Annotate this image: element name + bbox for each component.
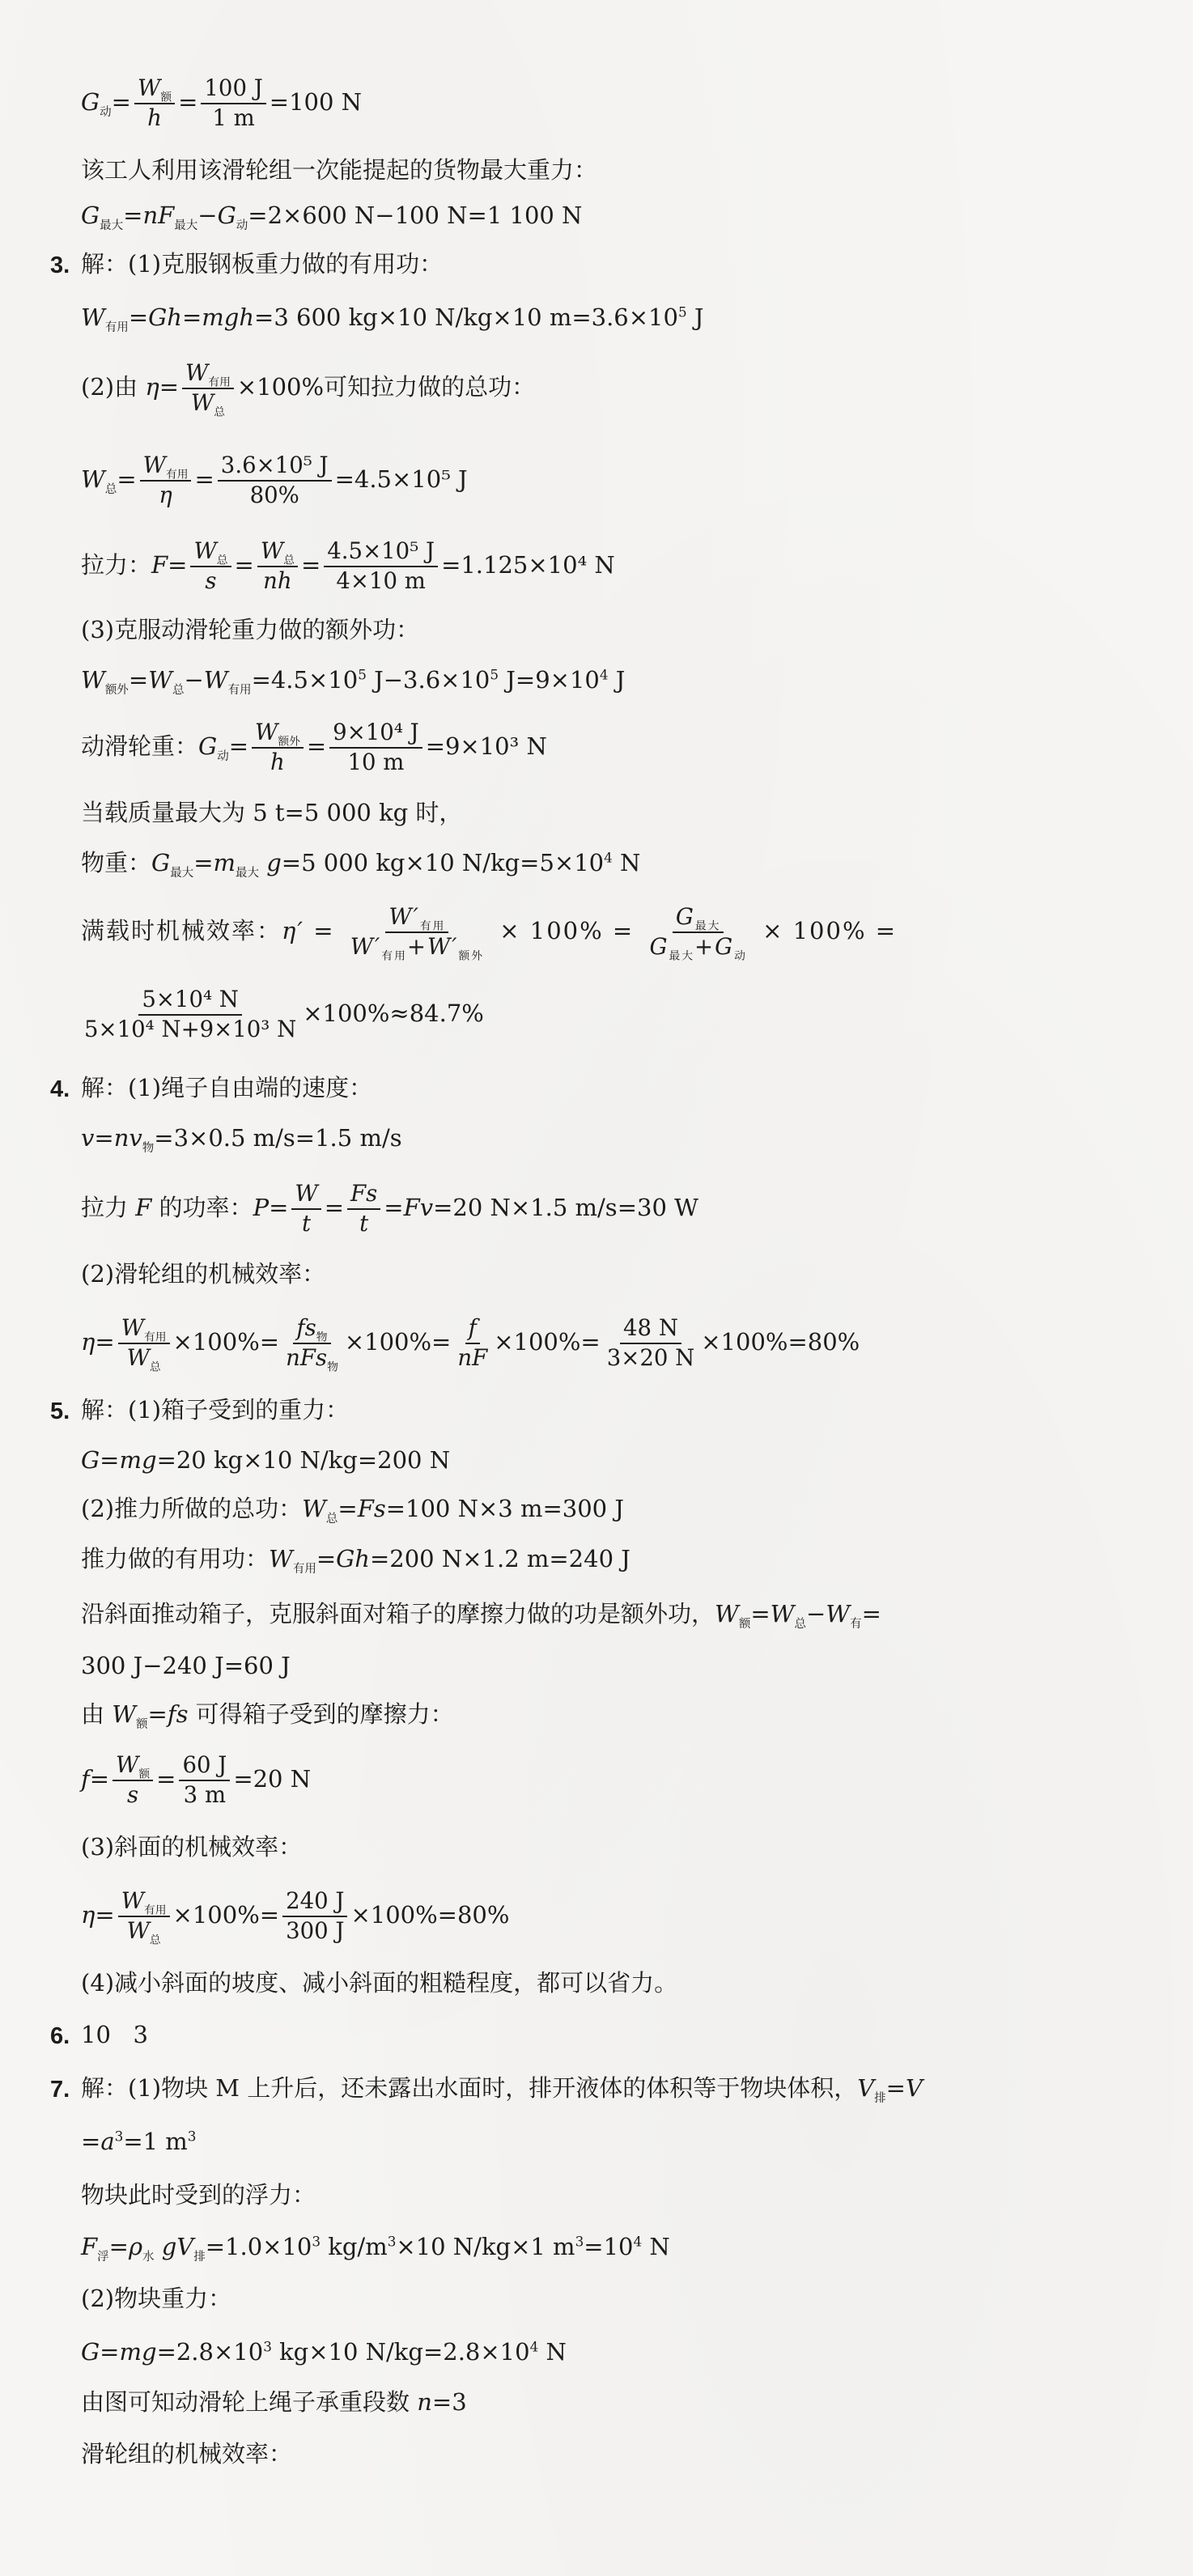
q6-number: 6. [50,2023,70,2049]
q5-line-8: f= $\frac{W_额}{s}$ = $\frac{60 J}{3 m}$ =20 N [81,1752,312,1808]
q2-line-text: 该工人利用该滑轮组一次能提起的货物最大重力： [81,156,598,184]
q5-line-4: 推力做的有用功：$W_{有用}=Gh=200$ N×1.2 m=240 J [81,1545,630,1576]
q4-number: 4. [50,1076,70,1102]
q3-line-2: $W_{有用}=Gh=mgh=3$ 600 kg×10 N/kg×10 $m=3.6\times 10^5$ J [81,303,704,334]
q5-line-10: η= $\frac{W_{有用}}{W_总}$ ×100%= $\frac{240 J}{300 J}$ ×100%=80% [81,1888,510,1947]
q5-line-9: (3)斜面的机械效率： [81,1833,303,1861]
q7-line-2: $=a^3=1$ $m^3$ [81,2128,197,2155]
q3-line-10: 物重：$G_{最大}=m_{最大}$ g=5 000 kg×10 $N/kg=5\times 10^4$ N [81,849,641,880]
q3-line-8: 动滑轮重：$G_动=$ $\frac{W_{额外}}{h}$ = $\frac{\text{9×10⁴ J}}{10 m}$ =9×10³ N [81,719,547,775]
q7-line-5: (2)物块重力： [81,2285,232,2312]
q3-line-12: $\frac{\text{5×10⁴ N}}{\text{5×10⁴ N+9×10³ N}}$ ×100%≈84.7% [84,987,484,1042]
q3-line-7: $W_{额外}=W_总-W_{有用}=4.5\times 10^5$ $J-3.6\times 10^5$ $J=9\times 10^4$ J [81,666,626,697]
q5-line-1: 解：(1)箱子受到的重力： [81,1396,350,1424]
q5-number: 5. [50,1398,70,1424]
q5-line-2: G=mg=20 kg×10 N/kg=200 N [81,1446,451,1474]
q4-line-4: (2)滑轮组的机械效率： [81,1260,326,1288]
q7-line-4: $F_浮=\rho_水$ $gV_排=1.0\times 10^3$ $kg/m^3\times 10$ N/kg×1 $m^3=10^4$ N [81,2233,670,2264]
q7-line-7: 由图可知动滑轮上绳子承重段数 n=3 [81,2388,467,2416]
q7-line-3: 物块此时受到的浮力： [81,2181,316,2209]
q5-line-5: 沿斜面推动箱子，克服斜面对箱子的摩擦力做的功是额外功，$W_额=W_总-W_有=$ [81,1600,881,1631]
q2-line-gdong: $G_动=$ $\frac{W_额}{h}$ = $\frac{100 J}{1 m}$ =100 N [81,75,363,131]
q7-line-1: 解：(1)物块 M 上升后，还未露出水面时，排开液体的体积等于物块体积，$V_排=V$ [81,2074,923,2105]
q5-line-7: 由 $W_额=fs$ 可得箱子受到的摩擦力： [81,1700,454,1731]
q4-line-1: 解：(1)绳子自由端的速度： [81,1074,373,1101]
q3-line-4: $W_总=$ $\frac{W_{有用}}{\eta}$ = $\frac{\text{3.6×10⁵ J}}{80\%}$ =4.5×10⁵ J [81,452,468,508]
q5-line-3: (2)推力所做的总功：$W_总=Fs=100$ N×3 m=300 J [81,1495,624,1526]
q3-line-6: (3)克服动滑轮重力做的额外功： [81,616,420,643]
q3-line-5: 拉力：F= $\frac{W_总}{s}$ = $\frac{W_总}{nh}$ = $\frac{\text{4.5×10⁵ J}}{4\times 10 m}$ =1.125×10⁴ N [81,538,615,594]
q7-number: 7. [50,2077,70,2103]
q3-line-9: 当载质量最大为 5 t=5 000 kg 时， [81,799,463,826]
q3-line-1: 解：(1)克服钢板重力做的有用功： [81,250,444,278]
q4-line-2: $v=nv_物=3\times 0.5$ m/s=1.5 m/s [81,1124,402,1155]
q6-answer: 10 3 [81,2021,149,2048]
q5-line-6: 300 J−240 J=60 J [81,1652,291,1679]
q5-line-11: (4)减小斜面的坡度、减小斜面的粗糙程度，都可以省力。 [81,1969,678,1997]
q2-line-gmax: $G_{最大}=nF_{最大}-G_动=2\times 600$ N−100 N=1 100 N [81,202,583,232]
q4-line-5: η= $\frac{W_{有用}}{W_总}$ ×100%= $\frac{fs_物}{nFs_物}$ ×100%= $\frac{f}{nF}$ ×100%= $\frac{48 N}{3\times 20 N}$ ×100%=80% [81,1315,860,1374]
q7-line-8: 滑轮组的机械效率： [81,2440,293,2468]
q3-line-11: 满载时机械效率：η′ = $\frac{W'_{有用}}{W'_{有用}+W'_{额外}}$ × 100% = $\frac{G_{最大}}{G_{最大}+G_动}$ × 100% = [81,904,898,963]
q7-line-6: $G=mg=2.8\times 10^3$ kg×10 $N/kg=2.8\times 10^4$ N [81,2338,567,2366]
q3-line-3: (2)由 η= $\frac{W_{有用}}{W_总}$ ×100%可知拉力做的总功： [81,360,536,419]
q3-number: 3. [50,253,70,278]
q4-line-3: 拉力 F 的功率：P= $\frac{W}{t}$ = $\frac{Fs}{t}$ =Fv=20 N×1.5 m/s=30 W [81,1181,698,1237]
